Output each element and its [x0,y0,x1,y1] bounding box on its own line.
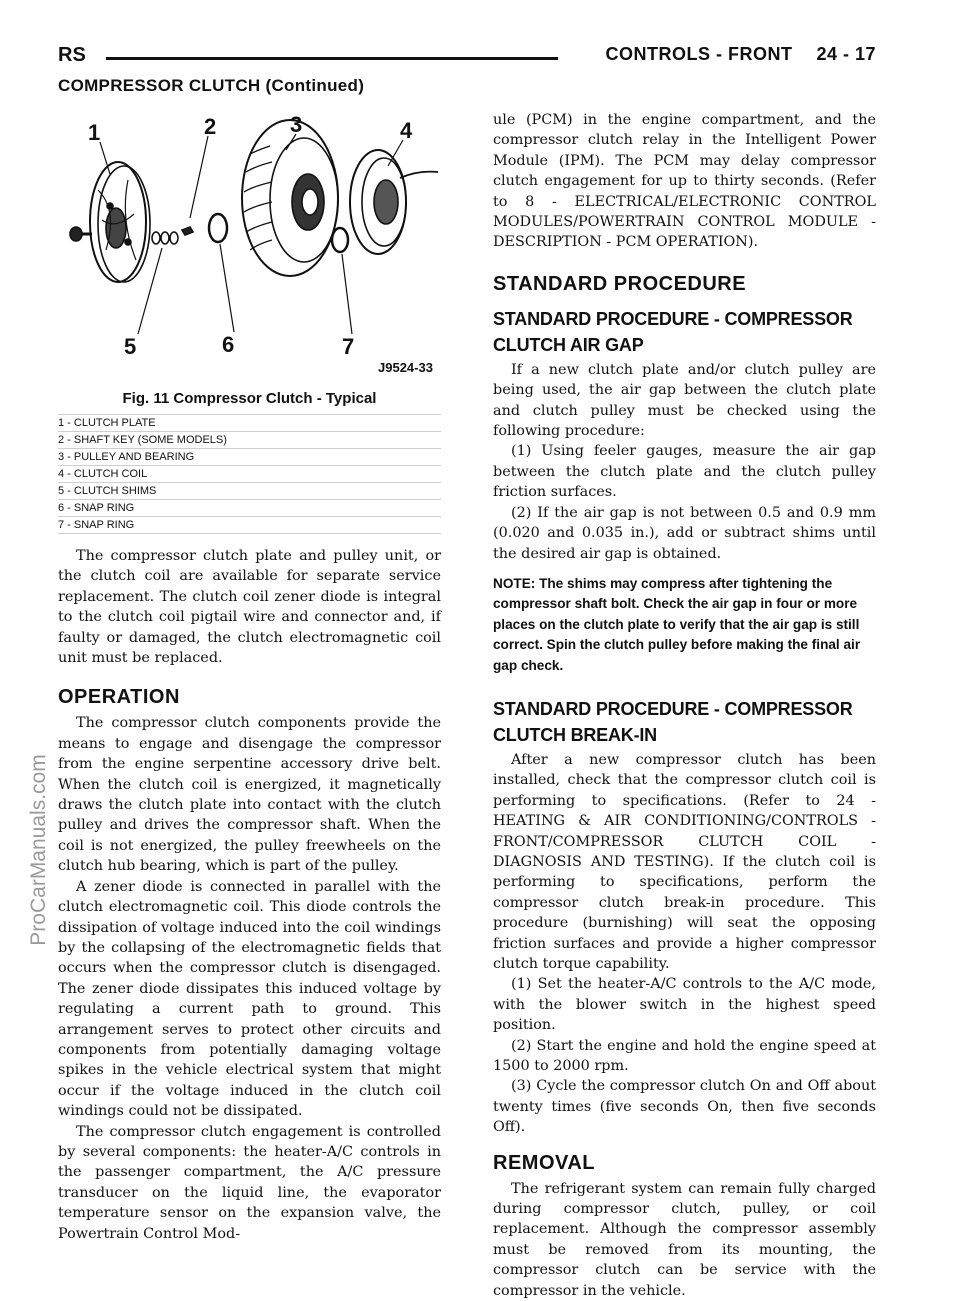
air-gap-heading-line-1: STANDARD PROCEDURE - COMPRESSOR [493,308,853,329]
break-in-heading-line-1: STANDARD PROCEDURE - COMPRESSOR [493,698,853,719]
break-in-intro: After a new compressor clutch has been installed, check that the compressor clutch coil is performing to specifications. (Refer to 24 - HEATING & AIR CONDITIONING/CONTROLS - FRONT/COMPRESSOR CLUTCH COIL - DIAGNOSIS AND TESTING). If the clutch coil is performing to specifications, perform the compressor clutch break-in procedure. This procedure (burnishing) will seat the opposing friction surfaces and provide a higher compressor clutch torque capability. [493,751,876,972]
figure-illustration [58,110,441,382]
legend-item: 2 - SHAFT KEY (SOME MODELS) [58,431,441,448]
watermark-text: ProCarManuals.com [27,754,50,946]
break-in-heading-line-2: CLUTCH BREAK-IN [493,724,657,745]
break-in-step-2: (2) Start the engine and hold the engine speed at 1500 to 2000 rpm. [493,1037,876,1075]
figure-compressor-clutch [58,110,441,382]
legend-item: 3 - PULLEY AND BEARING [58,448,441,465]
shaft-key-part [182,227,193,235]
figure-legend [58,414,441,534]
removal-paragraph: The refrigerant system can remain fully charged during compressor clutch, pulley, or coil replacement. Although the compressor assembly must be removed from its mounting, the compressor clutch can be service with the compressor in the vehicle. [493,1180,876,1299]
callout-1: 1 [88,120,101,145]
clutch-plate-part [90,162,150,282]
header-rule [106,57,558,60]
snap-ring-7-part [332,228,348,252]
operation-heading: OPERATION [58,686,180,709]
legend-item: 1 - CLUTCH PLATE [58,414,441,431]
air-gap-heading-line-2: CLUTCH AIR GAP [493,334,644,355]
left-column [58,110,441,1242]
callout-7: 7 [342,334,355,359]
removal-heading: REMOVAL [493,1151,596,1174]
legend-item: 7 - SNAP RING [58,516,441,534]
left-text-flow [58,546,441,1244]
callout-3: 3 [290,112,303,137]
intro-paragraph: The compressor clutch plate and pulley unit, or the clutch coil are available for separate service replacement. The clutch coil zener diode is integral to the clutch coil pigtail wire and connector and, if faulty or damaged, the clutch electromagnetic coil unit must be replaced. [58,548,441,667]
callout-2: 2 [204,114,217,139]
break-in-step-3: (3) Cycle the compressor clutch On and Off about twenty times (five seconds On, then five seconds Off). [493,1078,876,1136]
figure-caption: Fig. 11 Compressor Clutch - Typical [122,390,377,407]
air-gap-intro: If a new clutch plate and/or clutch pulley are being used, the air gap between the clutch plate and clutch pulley must be checked using the following procedure: [493,361,876,440]
standard-procedure-heading: STANDARD PROCEDURE [493,272,747,295]
page-header [58,44,876,68]
bolt-part [70,227,92,241]
header-right [605,44,876,65]
legend-item: 6 - SNAP RING [58,499,441,516]
air-gap-step-1: (1) Using feeler gauges, measure the air gap between the clutch plate and the clutch pulley friction surfaces. [493,443,876,501]
air-gap-step-2: (2) If the air gap is not between 0.5 and 0.9 mm (0.020 and 0.035 in.), add or subtract shims until the desired air gap is obtained. [493,504,876,562]
legend-item: 4 - CLUTCH COIL [58,465,441,482]
header-section: CONTROLS - FRONT [605,44,793,64]
callout-4: 4 [400,118,413,143]
operation-continued: ule (PCM) in the engine compartment, and the compressor clutch relay in the Intelligent Power Module (IPM). The PCM may delay compressor clutch engagement for up to thirty seconds. (Refer to 8 - ELECTRICAL/ELECTRONIC CONTROL MODULES/POWERTRAIN CONTROL MODULE - DESCRIPTION - PCM OPERATION). [493,112,876,251]
clutch-coil-part [350,150,438,254]
snap-ring-6-part [209,214,227,242]
page-number: 24 - 17 [816,44,876,64]
break-in-step-1: (1) Set the heater-A/C controls to the A/C mode, with the blower switch in the highest speed position. [493,976,876,1034]
operation-paragraph-2: A zener diode is connected in parallel with the clutch electromagnetic coil. This diode controls the dissipation of voltage induced into the coil windings by the collapsing of the electromagnetic fields that occurs when the compressor clutch is disengaged. The zener diode dissipates this induced voltage by regulating a current path to ground. This arrangement serves to protect other circuits and components from potentially damaging voltage spikes in the vehicle electrical system that might occur if the voltage induced in the clutch coil windings could not be dissipated. [58,878,441,1120]
figure-code: J9524-33 [378,360,433,375]
operation-paragraph-3: The compressor clutch engagement is controlled by several components: the heater-A/C controls in the passenger compartment, the A/C pressure transducer on the liquid line, the evaporator temperature sensor on the expansion valve, the Powertrain Control Mod- [58,1123,441,1242]
air-gap-note: NOTE: The shims may compress after tightening the compressor shaft bolt. Check the air gap in four or more places on the clutch plate to verify that the air gap is still correct. Spin the clutch pulley before making the final air gap check. [493,575,861,673]
continued-title: COMPRESSOR CLUTCH (Continued) [58,76,365,95]
header-left: RS [58,44,86,66]
legend-item: 5 - CLUTCH SHIMS [58,482,441,499]
callout-6: 6 [222,332,235,357]
clutch-shims-part [152,232,178,244]
right-column [493,110,876,1301]
operation-paragraph-1: The compressor clutch components provide the means to engage and disengage the compressor from the engine serpentine accessory drive belt. When the clutch coil is energized, it magnetically draws the clutch plate into contact with the clutch pulley and drives the compressor shaft. When the coil is not energized, the pulley freewheels on the clutch hub bearing, which is part of the pulley. [58,715,441,875]
callout-5: 5 [124,334,137,359]
